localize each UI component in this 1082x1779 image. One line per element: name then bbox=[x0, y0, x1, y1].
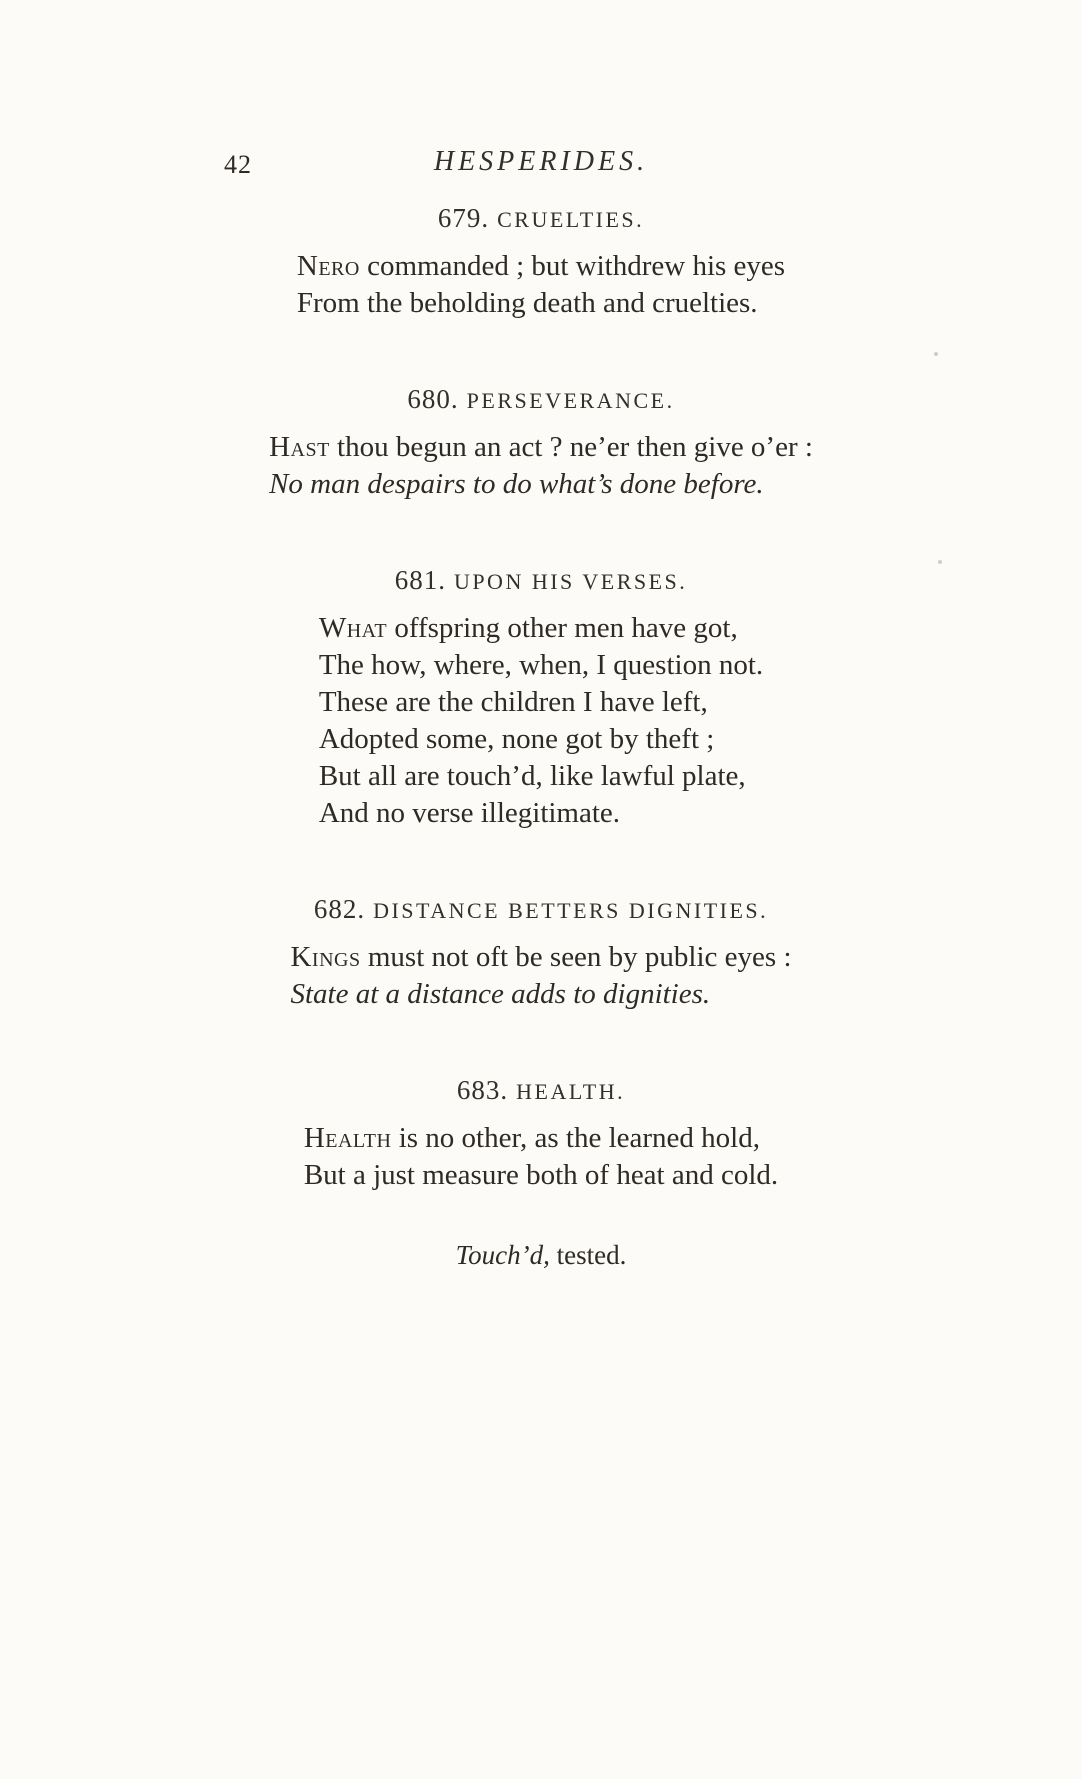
poem-title: UPON HIS VERSES. bbox=[453, 569, 688, 594]
poem-line bbox=[269, 429, 813, 466]
poem-body bbox=[319, 610, 763, 832]
line-text: From the beholding death and cruelties. bbox=[296, 287, 758, 319]
poem-line bbox=[304, 1157, 778, 1194]
poem-heading bbox=[0, 384, 1082, 415]
page-header bbox=[0, 0, 1082, 178]
poem-line bbox=[269, 466, 813, 503]
running-head: HESPERIDES. bbox=[433, 146, 649, 177]
poem-number: 680. bbox=[407, 384, 459, 414]
line-text: But a just measure both of heat and cold. bbox=[303, 1159, 779, 1191]
poems-section bbox=[0, 203, 1082, 1194]
poem-line bbox=[290, 976, 791, 1013]
poem-682 bbox=[0, 894, 1082, 1013]
lead-word: Health bbox=[303, 1122, 392, 1154]
poem-number: 679. bbox=[437, 203, 490, 233]
poem-line bbox=[319, 721, 763, 758]
line-text: But all are touch’d, like lawful plate, bbox=[318, 760, 746, 792]
footnote-definition: tested. bbox=[549, 1240, 627, 1270]
line-text: commanded ; but withdrew his eyes bbox=[359, 250, 786, 282]
lead-word: What bbox=[318, 612, 388, 644]
line-text: These are the children I have left, bbox=[318, 686, 708, 718]
poem-heading bbox=[0, 565, 1082, 596]
lead-word: Nero bbox=[296, 250, 360, 282]
poem-line bbox=[297, 285, 785, 322]
poem-679 bbox=[0, 203, 1082, 322]
line-text: The how, where, when, I question not. bbox=[318, 649, 764, 681]
page-number: 42 bbox=[224, 150, 252, 179]
footnote-term: Touch’d, bbox=[455, 1240, 550, 1270]
lead-word: Kings bbox=[290, 941, 361, 973]
poem-line bbox=[319, 684, 763, 721]
poem-681 bbox=[0, 565, 1082, 832]
poem-number: 682. bbox=[313, 894, 366, 924]
poem-title: PERSEVERANCE. bbox=[466, 388, 675, 413]
poem-heading bbox=[0, 894, 1082, 925]
line-text: thou begun an act ? ne’er then give o’er : bbox=[329, 431, 813, 463]
poem-number: 683. bbox=[456, 1075, 509, 1105]
poem-680 bbox=[0, 384, 1082, 503]
poem-line bbox=[319, 758, 763, 795]
poem-line bbox=[290, 939, 791, 976]
line-text: Adopted some, none got by theft ; bbox=[318, 723, 715, 755]
line-text: must not oft be seen by public eyes : bbox=[360, 941, 792, 973]
poem-body bbox=[304, 1120, 778, 1194]
poem-line bbox=[297, 248, 785, 285]
poem-number: 681. bbox=[394, 565, 446, 595]
poem-heading bbox=[0, 203, 1082, 234]
poem-body bbox=[290, 939, 791, 1013]
line-text: offspring other men have got, bbox=[387, 612, 738, 644]
poem-line bbox=[319, 610, 763, 647]
footnote bbox=[0, 1240, 1082, 1271]
poem-title: HEALTH. bbox=[516, 1079, 626, 1104]
poem-body bbox=[297, 248, 785, 322]
scan-speck bbox=[938, 560, 942, 564]
line-text: No man despairs to do what’s done before. bbox=[269, 468, 764, 500]
line-text: And no verse illegitimate. bbox=[318, 797, 621, 829]
poem-title: CRUELTIES. bbox=[497, 207, 645, 232]
poem-heading bbox=[0, 1075, 1082, 1106]
poem-line bbox=[304, 1120, 778, 1157]
lead-word: Hast bbox=[269, 431, 330, 463]
poem-title: DISTANCE BETTERS DIGNITIES. bbox=[373, 898, 769, 923]
poem-683 bbox=[0, 1075, 1082, 1194]
poem-body bbox=[269, 429, 813, 503]
line-text: is no other, as the learned hold, bbox=[391, 1122, 760, 1154]
scan-speck bbox=[934, 352, 938, 356]
line-text: State at a distance adds to dignities. bbox=[290, 978, 711, 1010]
poem-line bbox=[319, 647, 763, 684]
poem-line bbox=[319, 795, 763, 832]
